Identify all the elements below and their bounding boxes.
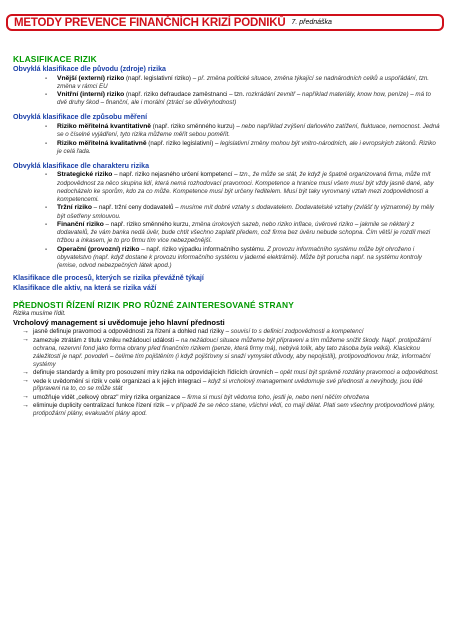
arrow-bullet-icon: →: [22, 377, 29, 385]
list-item: - Riziko měřitelná kvantitativně (např. riziko směnného kurzu) – nebo například zvýšení daňového zatížení, fluktuace, nemocnost. Jedná se o číselné vyjádření, tyto rizika můžeme měřit sebou poměřit.: [45, 122, 440, 139]
lecture-number: 7. přednáška: [291, 19, 332, 26]
group-heading: Obvyklá klasifikace dle původu (zdroje) rizika: [13, 65, 166, 73]
risk-list: [13, 123, 441, 156]
dash-bullet: -: [45, 204, 48, 212]
list-item: - Tržní riziko – např. tržní ceny dodavatelů – musíme mít dobré vztahy s dodavatelem. Dodavatelské vztahy (zvlášť ty významné) by měly být ošetřeny smlouvou.: [45, 204, 434, 220]
dash-bullet: -: [45, 171, 48, 179]
list-item: → umožňuje vidět „celkový obraz" míry rizika organizace – firma si musí být vědoma toho, jestli je, nebo není něčím ohrožena: [22, 393, 370, 401]
arrow-bullet-icon: →: [22, 368, 29, 376]
dash-bullet: -: [45, 246, 48, 254]
dash-bullet: -: [45, 91, 48, 99]
arrow-bullet-icon: →: [22, 336, 29, 344]
document-content: [13, 54, 441, 419]
list-item: → eliminuje duplicity centralizací funkce řízení rizik – v případě že se něco stane, všichni vědí, co mají dělat. Plati sem všechny protipovodňové plány, protipožární plány, evakuační plány apod.: [22, 401, 435, 418]
list-item: → jasně definuje pravomoci a odpovědnosti za řízení a dohled nad riziky – souvisí to s definicí zodpovědnosti a kompetencí: [22, 327, 364, 336]
list-item: → vede k uvědomění si rizik v celé organizaci a k jejich integraci – když si vrcholový management uvědomuje své předností a nevýhody, jsou lidé připraveni na to, co se může stát: [22, 377, 423, 393]
document-title: METODY PREVENCE FINANČNÍCH KRIZÍ PODNIKŮ: [14, 16, 286, 29]
list-item: - Riziko měřitelná kvalitativně (např. riziko legislativní) – legislativní změny mohou být vnitro-národních, ale i evropských zákonů. Riziko je celá řada.: [45, 139, 436, 155]
dash-bullet: -: [45, 122, 48, 130]
title-banner: [6, 14, 444, 31]
section-heading-classification: KLASIFIKACE RIZIK: [13, 54, 97, 64]
lead-statement: Vrcholový management si uvědomuje jeho hlavní přednosti: [13, 318, 225, 328]
group-heading: Obvyklá klasifikace dle charakteru rizika: [13, 161, 150, 170]
arrow-bullet-icon: →: [22, 327, 29, 335]
list-item: - Vnitřní (interní) riziko (např. riziko defraudace zaměstnanci – tzn. rozkrádání zevnitř – například materiály, know how, peníze) – má to dvě druhy škod – finanční, ale i morální (ztrácí se důvěryhodnost): [45, 91, 431, 107]
risk-list: [13, 75, 441, 108]
dash-bullet: -: [45, 221, 48, 229]
list-item: - Vnější (externí) riziko (např. legislativní riziko) – př. změna politické situace, změna týkající se nadnárodních celků a uspořádání, tzn. změna v rámci EU: [45, 74, 429, 90]
group-heading: Klasifikace dle aktiv, na která se rizika váží: [13, 283, 157, 292]
list-item: - Strategické riziko – např. riziko nejasného určení kompetencí – tzn., že může se stát, že když je špatně organizovaná firma, může mít zodpovědnost za něco skupina lidí, která nemá rozhodovací pravomoci. Kompetence a hranice musí všem musí být vždy jasně dané, aby nedocházelo ke sporům, kdo za co může. Kompetence musí být určeny ředitelem. Musí být taky vyrovnaný vztah mezi zodpovědností a kompetencemi.: [45, 171, 434, 203]
group-heading: Klasifikace dle procesů, kterých se rizika převážně týkají: [13, 274, 204, 283]
section-note: Rizika musíme řídit.: [13, 311, 66, 318]
dash-bullet: -: [45, 74, 48, 82]
risk-list: [13, 171, 441, 270]
group-heading: Obvyklá klasifikace dle způsobu měření: [13, 113, 148, 122]
list-item: → zamezuje ztrátám z titulu vzniku nežádoucí události – na nežádoucí situace můžeme být připraveni a tím můžeme snížit škody. Např. protipožární ochrana, rezervní fond jako forma obrany před finančním rizikem (penze, která firmy má), nebývá tolik, aby tato zásoba byla velká). Klasickou záležitostí je např. povodeň – čelíme tím pojištěním (i když pojišťovny si snaží vymyslet důvody, aby nepojistili), protipovodňovou hráz, informační systémy: [22, 336, 432, 368]
section-heading-benefits: PŘEDNOSTI ŘÍZENÍ RIZIK PRO RŮZNÉ ZAINTERESOVANÉ STRANY: [13, 300, 294, 311]
arrow-bullet-icon: →: [22, 393, 29, 401]
dash-bullet: -: [45, 139, 48, 147]
list-item: - Operační (provozní) riziko – např. riziko výpadku informačního systému. Z provozu informačního systému může být ohroženo i obyvatelstvo (např. když dostane k provozu informačního systému v jaderné elektrárně). Může být porucha např. na systému kontroly (emise, odvod nebezpečných látek apod.): [45, 246, 422, 270]
benefits-list: [13, 328, 441, 418]
arrow-bullet-icon: →: [22, 401, 29, 409]
list-item: → definuje standardy a limity pro posouzení míry rizika na odpovídajících řídících úrovních – opět musí být správně rozdány pravomoci a odpovědnost.: [22, 368, 439, 377]
list-item: - Finanční riziko – např. riziko směnného kurzu, změna úrokových sazeb, nebo riziko inflace, úvěrové riziko – jakmile se některý z dodavatelů, že vám banka nedá úvěr, bude chtít všechno zaplatit předem, což firma bez úvěru nebude schopna. Čím větší je rozdíl mezi tržbou a inkasem, je to pro firmu tím více nebezpečnější.: [45, 221, 431, 245]
